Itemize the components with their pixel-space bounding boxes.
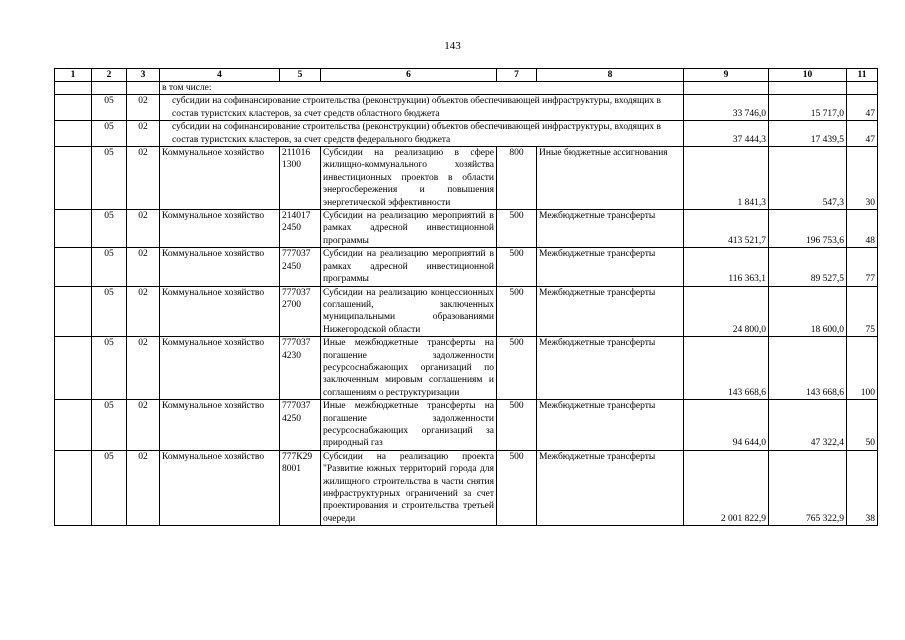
plan-amount: 33 746,0 — [684, 95, 769, 121]
section-code: 05 — [92, 286, 127, 337]
percent: 47 — [847, 121, 878, 147]
header-col-11: 11 — [847, 69, 878, 82]
percent: 75 — [847, 286, 878, 337]
target-code: 777037 4230 — [280, 337, 321, 400]
section-name: Коммунальное хозяйство — [160, 337, 280, 400]
percent: 47 — [847, 95, 878, 121]
expense-type-name: Межбюджетные трансферты — [537, 450, 684, 525]
intro-label: в том числе: — [160, 82, 684, 95]
expense-type-name: Межбюджетные трансферты — [537, 337, 684, 400]
actual-amount: 196 753,6 — [769, 210, 847, 248]
section-name: Коммунальное хозяйство — [160, 450, 280, 525]
subsection-code: 02 — [127, 450, 160, 525]
actual-amount: 547,3 — [769, 147, 847, 210]
actual-amount: 765 322,9 — [769, 450, 847, 525]
header-col-8: 8 — [537, 69, 684, 82]
header-col-3: 3 — [127, 69, 160, 82]
target-code: 777037 2700 — [280, 286, 321, 337]
subsection-code: 02 — [127, 248, 160, 286]
section-code: 05 — [92, 400, 127, 451]
expense-type-code: 500 — [497, 248, 537, 286]
section-name: Коммунальное хозяйство — [160, 248, 280, 286]
table-row — [55, 95, 878, 121]
subsection-code: 02 — [127, 337, 160, 400]
header-col-2: 2 — [92, 69, 127, 82]
subsection-code: 02 — [127, 121, 160, 147]
expense-description: Субсидии на реализацию в сфере жилищно-коммунального хозяйства инвестиционных проектов в области энергосбережения и повышения энергетической эффективности — [321, 147, 497, 210]
actual-amount: 18 600,0 — [769, 286, 847, 337]
header-col-1: 1 — [55, 69, 92, 82]
plan-amount: 143 668,6 — [684, 337, 769, 400]
header-row — [55, 69, 878, 82]
subsection-code: 02 — [127, 400, 160, 451]
header-col-9: 9 — [684, 69, 769, 82]
plan-amount: 116 363,1 — [684, 248, 769, 286]
expense-type-name: Межбюджетные трансферты — [537, 286, 684, 337]
header-col-4: 4 — [160, 69, 280, 82]
actual-amount: 47 322,4 — [769, 400, 847, 451]
table-row — [55, 248, 878, 286]
plan-amount: 413 521,7 — [684, 210, 769, 248]
section-name: Коммунальное хозяйство — [160, 286, 280, 337]
actual-amount: 17 439,5 — [769, 121, 847, 147]
target-code: 211016 1300 — [280, 147, 321, 210]
section-name: Коммунальное хозяйство — [160, 147, 280, 210]
page-number: 143 — [444, 40, 461, 52]
plan-amount: 94 644,0 — [684, 400, 769, 451]
expense-description: Субсидии на реализацию концессионных соглашений, заключенных муниципальными образованиями Нижегородской области — [321, 286, 497, 337]
plan-amount: 1 841,3 — [684, 147, 769, 210]
header-col-6: 6 — [321, 69, 497, 82]
percent: 30 — [847, 147, 878, 210]
actual-amount: 89 527,5 — [769, 248, 847, 286]
expense-type-code: 800 — [497, 147, 537, 210]
intro-row — [55, 82, 878, 95]
expense-type-name: Межбюджетные трансферты — [537, 248, 684, 286]
section-name: Коммунальное хозяйство — [160, 210, 280, 248]
section-code: 05 — [92, 248, 127, 286]
section-code: 05 — [92, 210, 127, 248]
expense-description: Иные межбюджетные трансферты на погашение задолженности ресурсоснабжающих организаций за природный газ — [321, 400, 497, 451]
percent: 50 — [847, 400, 878, 451]
table-row — [55, 121, 878, 147]
percent: 38 — [847, 450, 878, 525]
target-code: 777037 4250 — [280, 400, 321, 451]
expense-type-name: Межбюджетные трансферты — [537, 400, 684, 451]
subsection-code: 02 — [127, 95, 160, 121]
expense-type-code: 500 — [497, 210, 537, 248]
header-col-10: 10 — [769, 69, 847, 82]
header-col-5: 5 — [280, 69, 321, 82]
subsection-code: 02 — [127, 147, 160, 210]
expense-description: Иные межбюджетные трансферты на погашение задолженности ресурсоснабжающих организаций по заключенным мировым соглашениям и соглашениям о реструктуризации — [321, 337, 497, 400]
header-col-7: 7 — [497, 69, 537, 82]
table-row — [55, 337, 878, 400]
section-code: 05 — [92, 147, 127, 210]
table-row — [55, 147, 878, 210]
budget-table — [54, 68, 878, 526]
percent: 77 — [847, 248, 878, 286]
expense-type-code: 500 — [497, 286, 537, 337]
subsection-code: 02 — [127, 210, 160, 248]
percent: 100 — [847, 337, 878, 400]
plan-amount: 2 001 822,9 — [684, 450, 769, 525]
span-description: субсидии на софинансирование строительства (реконструкции) объектов обеспечивающей инфраструктуры, входящих в состав туристских кластеров, за счет средств областного бюджета — [172, 96, 662, 119]
table-row — [55, 210, 878, 248]
target-code: 214017 2450 — [280, 210, 321, 248]
plan-amount: 37 444,3 — [684, 121, 769, 147]
target-code: 777К29 8001 — [280, 450, 321, 525]
expense-description: Субсидии на реализацию мероприятий в рамках адресной инвестиционной программы — [321, 210, 497, 248]
section-code: 05 — [92, 121, 127, 147]
percent: 48 — [847, 210, 878, 248]
expense-type-name: Иные бюджетные ассигнования — [537, 147, 684, 210]
plan-amount: 24 800,0 — [684, 286, 769, 337]
expense-description: Субсидии на реализацию проекта "Развитие южных территорий города для жилищного строительства в части снятия инфраструктурных ограничений за счет проектирования и строительства третьей очереди — [321, 450, 497, 525]
subsection-code: 02 — [127, 286, 160, 337]
actual-amount: 15 717,0 — [769, 95, 847, 121]
expense-type-code: 500 — [497, 450, 537, 525]
expense-type-code: 500 — [497, 400, 537, 451]
span-description: субсидии на софинансирование строительства (реконструкции) объектов обеспечивающей инфраструктуры, входящих в состав туристских кластеров, за счет средств федерального бюджета — [172, 122, 662, 145]
target-code: 777037 2450 — [280, 248, 321, 286]
expense-type-code: 500 — [497, 337, 537, 400]
table-row — [55, 450, 878, 525]
table-row — [55, 400, 878, 451]
section-name: Коммунальное хозяйство — [160, 400, 280, 451]
expense-type-name: Межбюджетные трансферты — [537, 210, 684, 248]
section-code: 05 — [92, 337, 127, 400]
expense-description: Субсидии на реализацию мероприятий в рамках адресной инвестиционной программы — [321, 248, 497, 286]
section-code: 05 — [92, 450, 127, 525]
section-code: 05 — [92, 95, 127, 121]
actual-amount: 143 668,6 — [769, 337, 847, 400]
table-row — [55, 286, 878, 337]
